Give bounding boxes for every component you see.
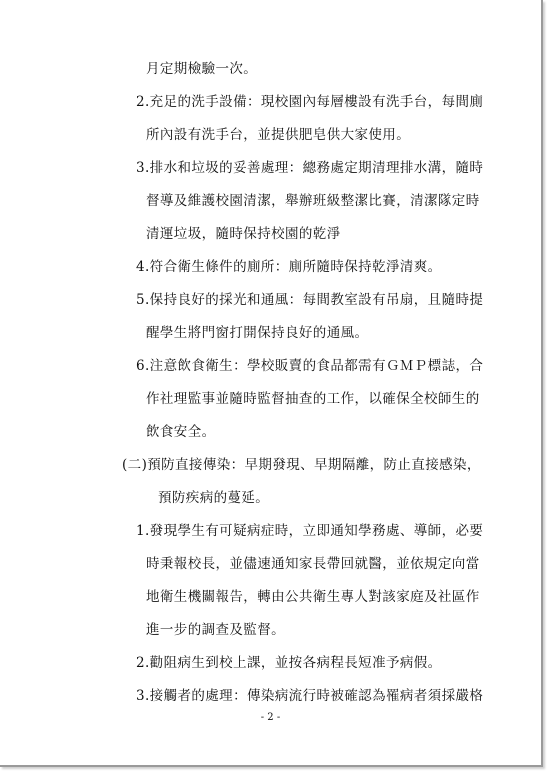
text-line: 2.充足的洗手設備：現校園內每層樓設有洗手台，每間廁 bbox=[136, 94, 484, 110]
text-line: 所內設有洗手台，並提供肥皂供大家使用。 bbox=[146, 127, 411, 143]
text-line: 1.發現學生有可疑病症時，立即通知學務處、導師，必要 bbox=[136, 523, 484, 539]
text-line: 預防疾病的蔓延。 bbox=[158, 490, 270, 506]
page-number: - 2 - bbox=[260, 712, 281, 723]
text-line: 時秉報校長，並儘速通知家長帶回就醫，並依規定向當 bbox=[146, 556, 480, 572]
text-line: 醒學生將門窗打開保持良好的通風。 bbox=[146, 325, 369, 341]
text-line: 督導及維護校園清潔，舉辦班級整潔比賽，清潔隊定時 bbox=[146, 193, 480, 209]
text-line: 3.排水和垃圾的妥善處理：總務處定期清理排水溝，隨時 bbox=[136, 160, 484, 176]
text-line: 5.保持良好的採光和通風：每間教室設有吊扇，且隨時提 bbox=[136, 292, 484, 308]
text-line: 3.接觸者的處理：傳染病流行時被確認為罹病者須採嚴格 bbox=[136, 688, 484, 704]
text-line: 6.注意飲食衛生：學校販賣的食品都需有ＧＭＰ標誌，合 bbox=[136, 358, 484, 374]
text-line: 地衛生機關報告，轉由公共衛生專人對該家庭及社區作 bbox=[146, 589, 480, 605]
text-line: 月定期檢驗一次。 bbox=[146, 61, 258, 77]
text-line: 作社理監事並隨時監督抽查的工作，以確保全校師生的 bbox=[146, 391, 480, 407]
text-line: 2.勸阻病生到校上課，並按各病程長短准予病假。 bbox=[136, 655, 442, 671]
text-line: 清運垃圾，隨時保持校園的乾淨 bbox=[146, 226, 341, 242]
text-line: 飲食安全。 bbox=[146, 424, 216, 440]
text-line: 進一步的調查及監督。 bbox=[146, 622, 285, 638]
text-line: 4.符合衛生條件的廁所：廁所隨時保持乾淨清爽。 bbox=[136, 259, 442, 275]
section-heading: (二)預防直接傳染：早期發現、早期隔離，防止直接感染， bbox=[122, 457, 481, 473]
